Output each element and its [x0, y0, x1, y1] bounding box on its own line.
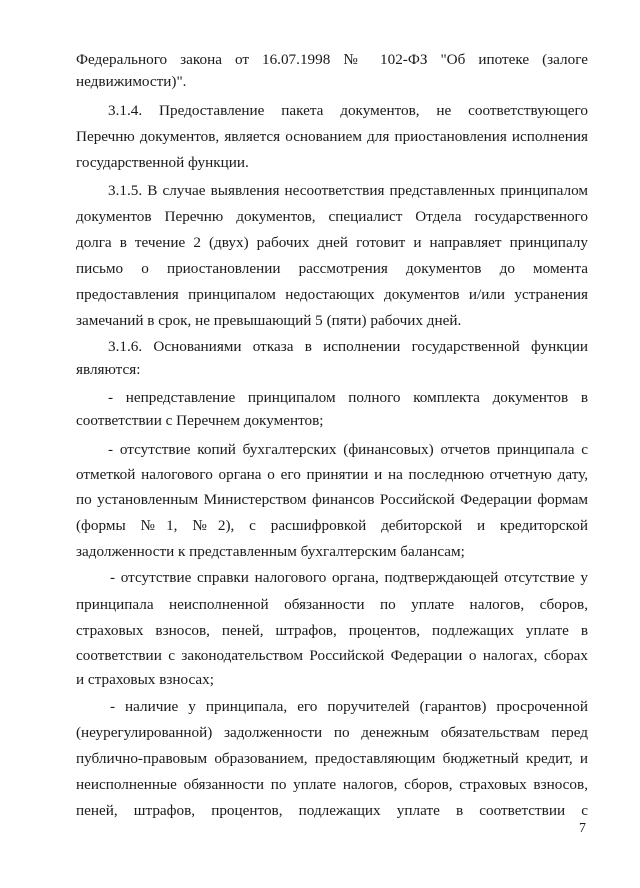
text-line: отметкой налогового органа о его принятии и на последнюю отчетную дату, [76, 466, 588, 483]
text-line: (формы №1, №2), с расшифровкой дебиторской и кредиторской [76, 517, 588, 534]
text-line: долга в течение 2 (двух) рабочих дней готовит и направляет принципалу [76, 234, 588, 251]
text-line: соответствии с Перечнем документов; [76, 412, 324, 429]
text-line: государственной функции. [76, 154, 249, 171]
text-line: документов Перечню документов, специалист Отдела государственного [76, 208, 588, 225]
text-line: Перечню документов, является основанием для приостановления исполнения [76, 128, 588, 145]
text-line: задолженности к представленным бухгалтерским балансам; [76, 543, 465, 560]
text-line: соответствии с законодательством Российской Федерации о налогах, сборах [76, 647, 588, 664]
text-line: предоставления принципалом недостающих документов и/или устранения [76, 286, 588, 303]
text-line: - отсутствие справки налогового органа, подтверждающей отсутствие у [110, 569, 588, 586]
text-line: публично-правовым образованием, предоставляющим бюджетный кредит, и [76, 750, 588, 767]
text-line: замечаний в срок, не превышающий 5 (пяти) рабочих дней. [76, 312, 462, 329]
text-line: по установленным Министерством финансов Российской Федерации формам [76, 491, 588, 508]
text-line: - отсутствие копий бухгалтерских (финансовых) отчетов принципала с [108, 441, 588, 458]
text-line: 3.1.6. Основаниями отказа в исполнении государственной функции [108, 338, 588, 355]
text-line: 3.1.4. Предоставление пакета документов, не соответствующего [108, 102, 588, 119]
text-line: и страховых взносах; [76, 671, 214, 688]
text-line: 3.1.5. В случае выявления несоответствия представленных принципалом [108, 182, 588, 199]
text-line: неисполненные обязанности по уплате налогов, сборов, страховых взносов, [76, 776, 588, 793]
text-line: принципала неисполненной обязанности по уплате налогов, сборов, [76, 596, 588, 613]
text-line: (неурегулированной) задолженности по денежным обязательствам перед [76, 724, 588, 741]
page-number: 7 [579, 821, 586, 836]
text-line: страховых взносов, пеней, штрафов, процентов, подлежащих уплате в [76, 622, 588, 639]
text-line: недвижимости)". [76, 73, 187, 90]
text-line: - наличие у принципала, его поручителей (гарантов) просроченной [110, 698, 588, 715]
text-line: Федерального закона от 16.07.1998 № 102-ФЗ "Об ипотеке (залоге [76, 51, 588, 68]
text-line: пеней, штрафов, процентов, подлежащих уплате в соответствии с [76, 802, 588, 819]
text-line: письмо о приостановлении рассмотрения документов до момента [76, 260, 588, 277]
text-line: являются: [76, 361, 141, 378]
text-line: - непредставление принципалом полного комплекта документов в [108, 389, 588, 406]
